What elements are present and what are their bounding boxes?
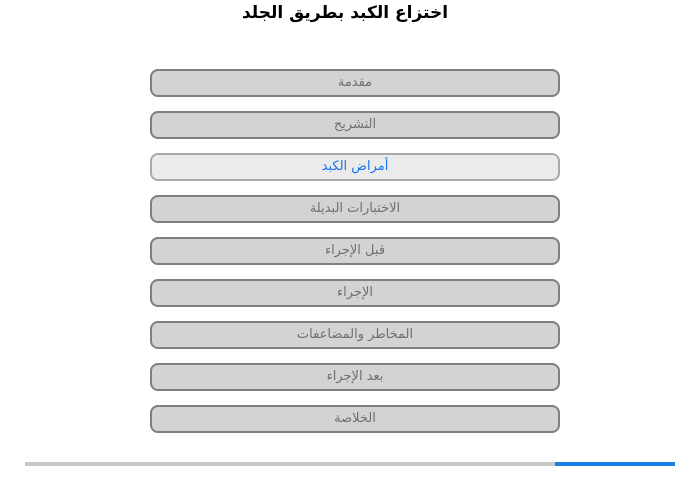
- progress-bar: [25, 462, 675, 466]
- menu-item-liver-diseases[interactable]: أمراض الكبد: [150, 153, 560, 181]
- menu-item-after-procedure[interactable]: بعد الإجراء: [150, 363, 560, 391]
- menu-item-procedure[interactable]: الإجراء: [150, 279, 560, 307]
- menu-item-alternative-tests[interactable]: الاختبارات البديلة: [150, 195, 560, 223]
- chapter-menu: [150, 69, 560, 447]
- menu-item-summary[interactable]: الخلاصة: [150, 405, 560, 433]
- page-title: اختزاع الكبد بطريق الجلد: [241, 3, 449, 23]
- menu-item-introduction[interactable]: مقدمة: [150, 69, 560, 97]
- menu-item-risks-complications[interactable]: المخاطر والمضاعفات: [150, 321, 560, 349]
- menu-item-anatomy[interactable]: التشريح: [150, 111, 560, 139]
- progress-bar-fill: [555, 462, 675, 466]
- menu-item-before-procedure[interactable]: قبل الإجراء: [150, 237, 560, 265]
